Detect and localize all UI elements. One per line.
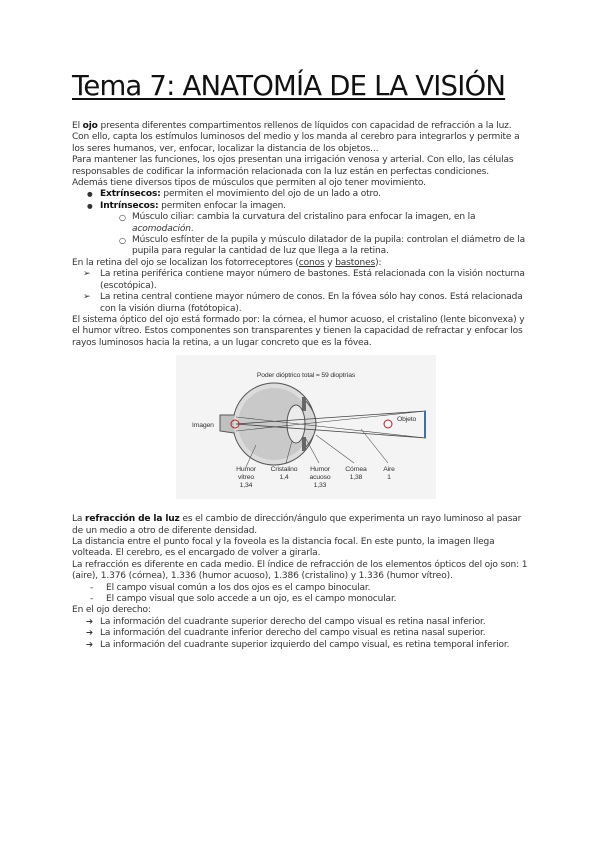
text-run: permiten el movimiento del ojo de un lado a otro. [160, 189, 381, 200]
list-item [72, 212, 530, 235]
label-humor-vitreo: Humor [236, 466, 256, 474]
text-run: Músculo ciliar: cambia la curvatura del cristalino para enfocar la imagen, en la [132, 212, 476, 223]
list-item [72, 201, 530, 212]
text-run: permiten enfocar la imagen. [158, 200, 286, 211]
focal-paragraph: La distancia entre el punto focal y la foveola es la distancia focal. En este punto, la imagen llega volteada. El cerebro, es el encargado de volver a girarla. [72, 536, 495, 559]
text-run: La [72, 514, 86, 525]
list-item: ➔ La información del cuadrante superior izquierdo del campo visual, es retina temporal inferior. [72, 640, 530, 651]
value-aire: 1 [387, 474, 391, 482]
optical-system-paragraph: El sistema óptico del ojo está formado por: la córnea, el humor acuoso, el cristalino (lente biconvexa) y el humor vítreo. Estos componentes son transparentes y tienen la capacidad de refractar y enfocar los rayos luminosos hacia la retina, a un lugar concreto que es la fóvea. [72, 314, 525, 348]
italic-term: acomodación [132, 223, 191, 234]
label-cornea: Córnea [345, 466, 367, 474]
text-run: . [190, 223, 194, 234]
label-humor-acuoso: Humor [310, 466, 330, 474]
list-item: ➔ La información del cuadrante superior derecho del campo visual es retina nasal inferior. [72, 617, 530, 628]
value-humor-vitreo: 1,34 [239, 482, 253, 490]
document-body [72, 121, 530, 651]
right-eye-intro: En el ojo derecho: [72, 605, 151, 616]
bold-term: ojo [82, 121, 98, 131]
bold-term: Extrínsecos: [100, 189, 161, 200]
label-objeto: Objeto [397, 416, 417, 424]
visual-field-list [72, 583, 530, 606]
value-humor-acuoso: 1,33 [313, 482, 327, 490]
list-item: - El campo visual común a los dos ojos es el campo binocular. [72, 583, 530, 594]
text-run: y [324, 257, 336, 268]
label-humor-vitreo: vítreo [237, 474, 255, 482]
iris-lower [302, 437, 306, 451]
page-title: Tema 7: ANATOMÍA DE LA VISIÓN [72, 70, 506, 102]
retina-list [72, 269, 530, 315]
optic-nerve-shape [220, 415, 234, 433]
label-aire: Aire [383, 466, 395, 474]
list-item: ➢ La retina periférica contiene mayor número de bastones. Está relacionada con la visión nocturna (escotópica). [72, 269, 530, 292]
intrinsic-sublist [72, 212, 530, 258]
list-item: - El campo visual que solo accede a un ojo, es el campo monocular. [72, 594, 530, 605]
label-cristalino: Cristalino [270, 466, 298, 474]
underlined-term: bastones [335, 257, 376, 268]
underlined-term: conos [298, 257, 325, 268]
list-item: ○ Músculo esfínter de la pupila y músculo dilatador de la pupila: controlan el diámetro de la pupila para regular la cantidad de luz que llega a la retina. [72, 235, 530, 258]
intro-paragraph [72, 121, 530, 155]
irrigation-paragraph: Para mantener las funciones, los ojos presentan una irrigación venosa y arterial. Con ello, las células responsables de codificar la información relacionada con la luz están en perfectas condiciones. [72, 155, 514, 177]
muscles-intro: Además tiene diversos tipos de músculos que permiten al ojo tener movimiento. [72, 178, 426, 189]
muscle-list [72, 189, 530, 212]
text-run: El [72, 121, 83, 131]
retina-intro [72, 258, 530, 269]
iris-upper [302, 397, 306, 411]
refraction-paragraph [72, 514, 530, 537]
value-cristalino: 1,4 [279, 474, 289, 482]
bold-term: Intrínsecos: [100, 200, 159, 211]
label-humor-acuoso: acuoso [309, 474, 331, 482]
eye-refraction-figure [176, 355, 436, 499]
figure-title: Poder dióptrico total = 59 dioptrías [256, 372, 356, 380]
list-item: ➢ La retina central contiene mayor número de conos. En la fóvea sólo hay conos. Está relacionada con la visión diurna (fotótopica). [72, 292, 530, 315]
text-run: presenta diferentes compartimentos rellenos de líquidos con capacidad de refracción a la luz. Con ello, capta los estímulos luminosos del medio y los manda al cerebro para integrarlos y permite a los seres humanos, ver, enfocar, localizar la distancia de los objetos... [72, 121, 520, 154]
value-cornea: 1,38 [349, 474, 363, 482]
bold-term: refracción de la luz [85, 514, 180, 525]
list-item [72, 189, 530, 200]
label-imagen: Imagen [192, 422, 214, 430]
text-run: es el cambio de dirección/ángulo que experimenta un rayo luminoso al pasar de un medio a otro de diferente densidad. [72, 514, 522, 536]
text-run: ): [375, 257, 382, 268]
list-item: ➔ La información del cuadrante inferior derecho del campo visual es retina nasal superior. [72, 628, 530, 639]
text-run: En la retina del ojo se localizan los fotorreceptores ( [72, 257, 299, 268]
indices-paragraph: La refracción es diferente en cada medio. El índice de refracción de los elementos ópticos del ojo son: 1 (aire), 1.376 (córnea), 1.336 (humor acuoso), 1.386 (cristalino) y 1.336 (humor vítreo). [72, 559, 528, 582]
eye-diagram [176, 355, 436, 499]
right-eye-list [72, 617, 530, 651]
